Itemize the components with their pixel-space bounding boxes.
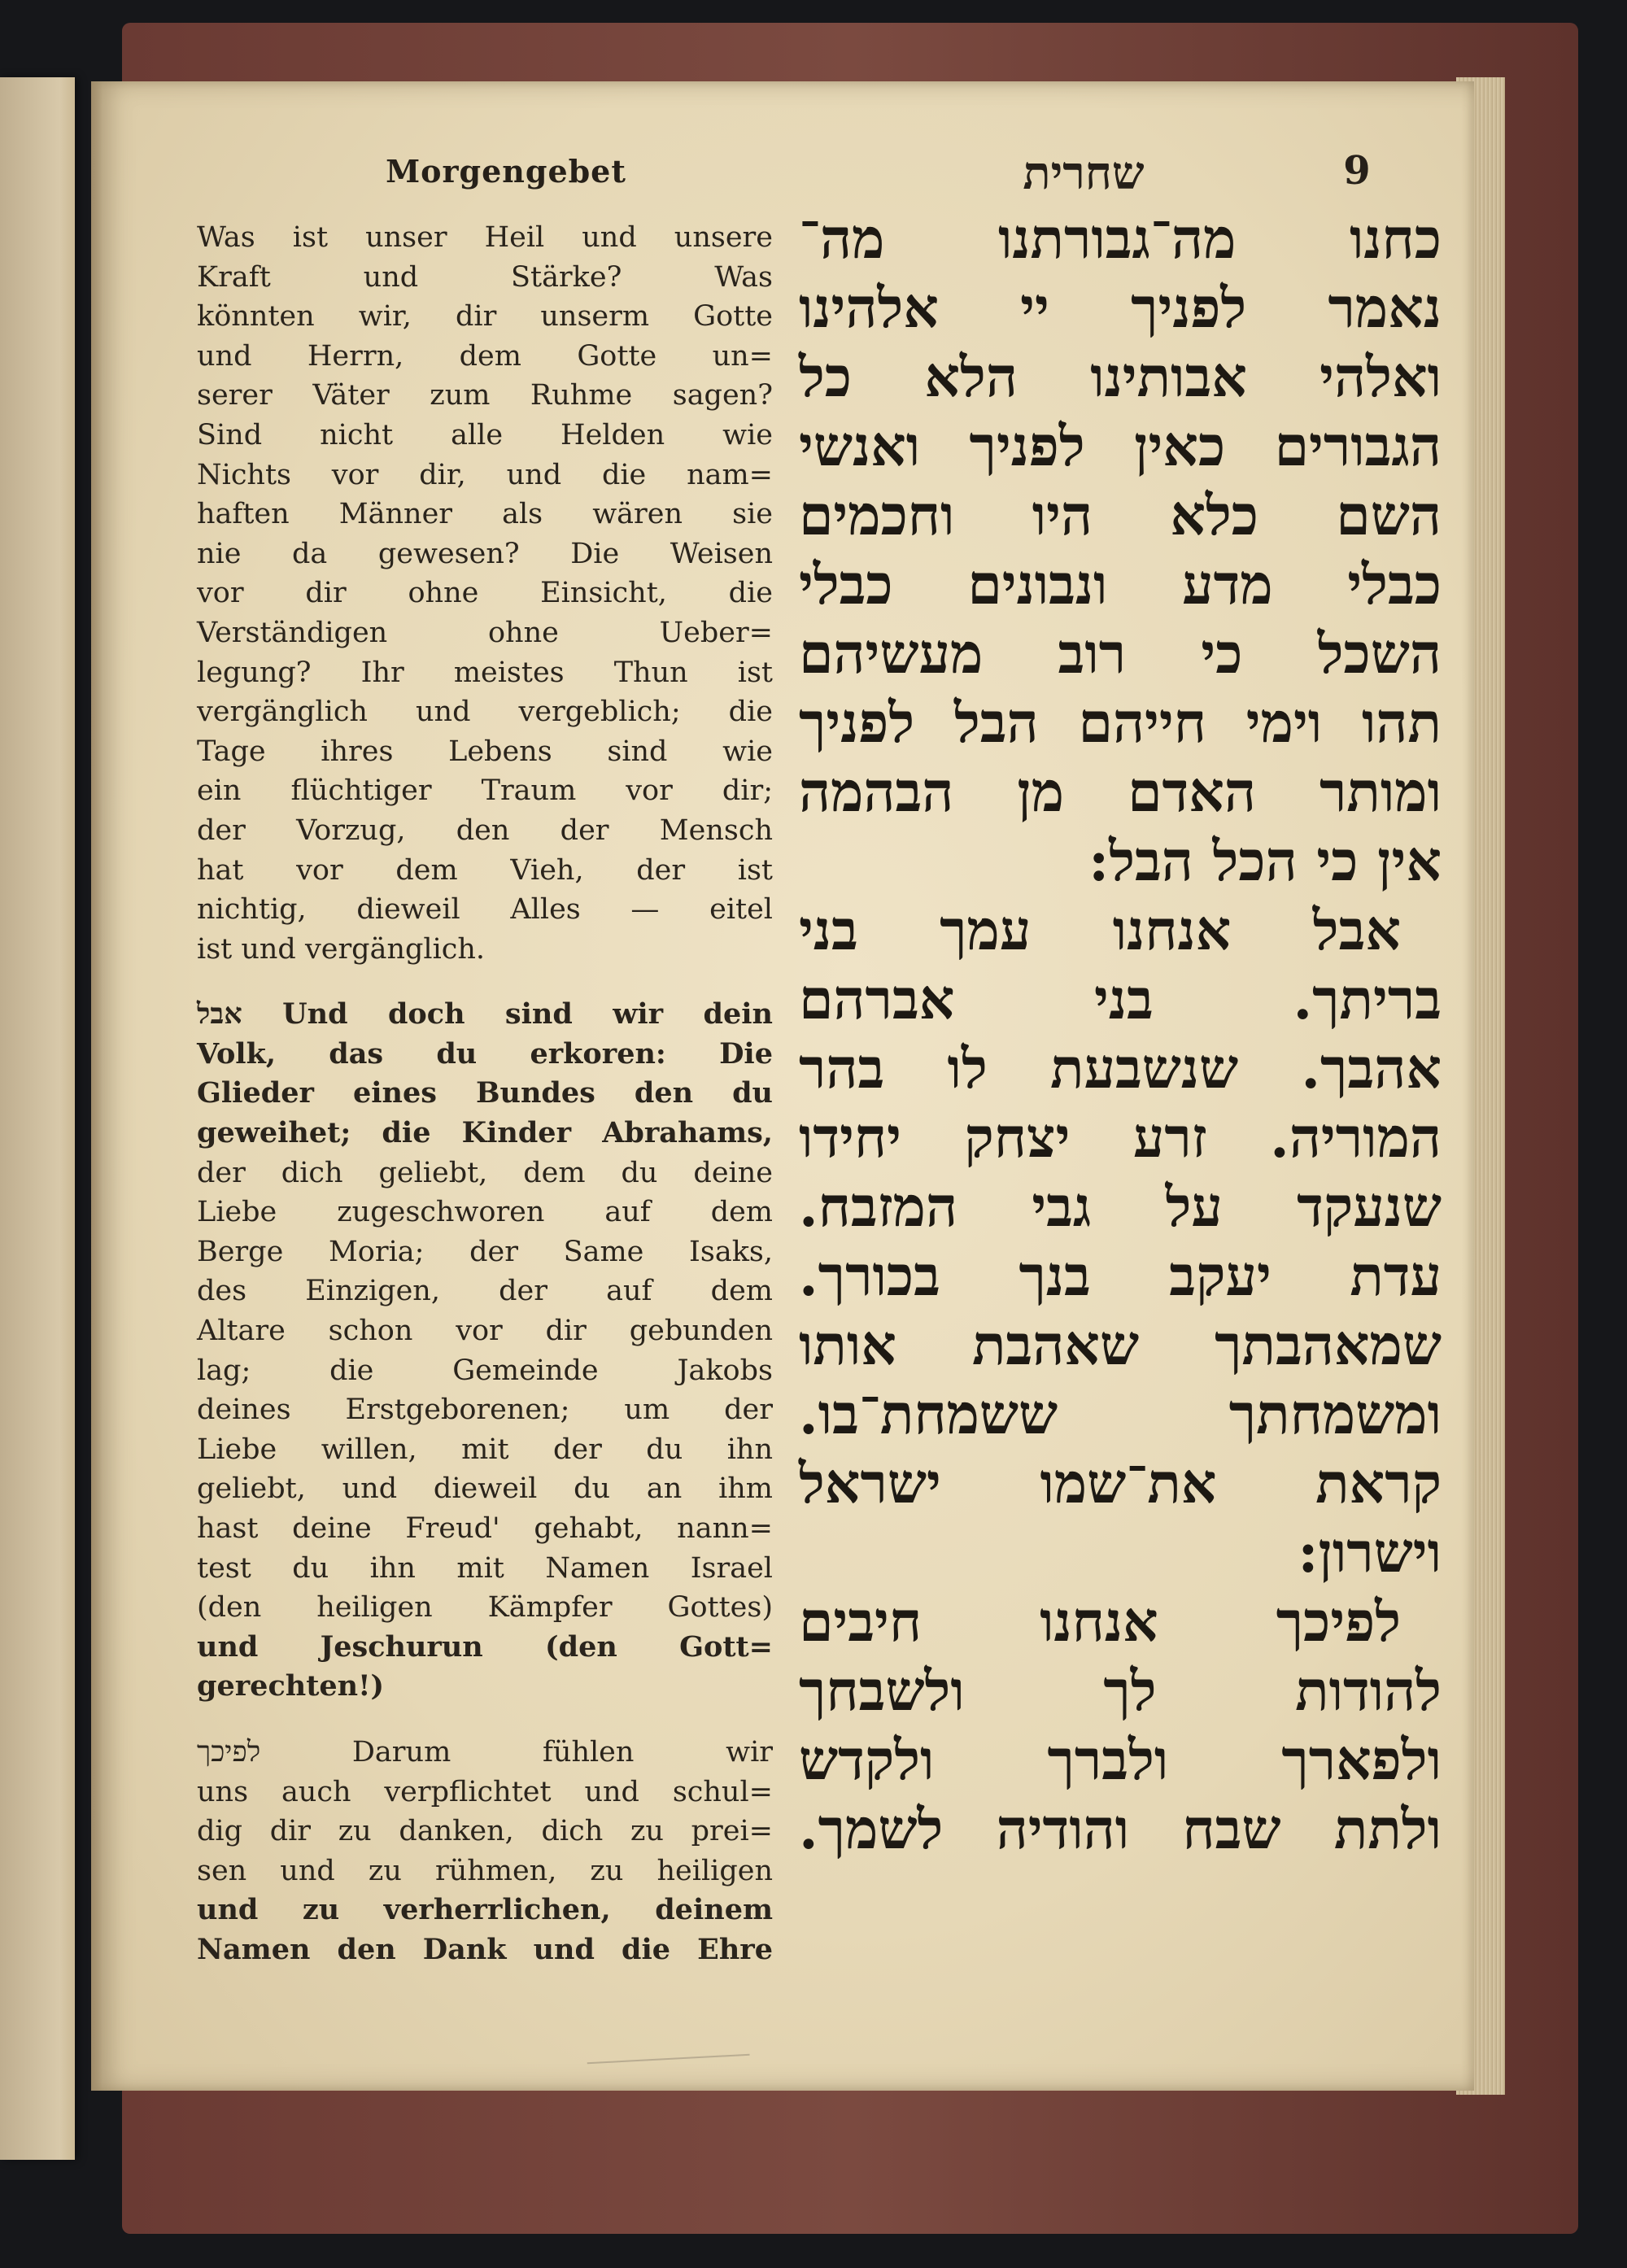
text-line: und Herrn, dem Gotte un= [197,339,773,373]
page-gutter [91,81,103,2091]
text-line: des Einzigen, der auf dem [197,1275,773,1308]
hebrew-prayer-column [799,205,1442,1865]
text-line: geliebt, und dieweil du an ihm [197,1472,773,1506]
text-line: Glieder eines Bundes den du [197,1076,773,1110]
text-line: vergänglich und vergeblich; die [197,696,773,729]
text-line: Was ist unser Heil und unsere [197,221,773,254]
text-line: serer Väter zum Ruhme sagen? [197,379,773,412]
text-line: Berge Moria; der Same Isaks, [197,1235,773,1268]
text-line: אבל אנחנו עמך בני [799,898,1401,963]
text-line: geweihet; die Kinder Abrahams, [197,1116,773,1150]
text-line: לפיכך Darum fühlen wir [197,1735,773,1769]
text-line: השם כלא היו וחכמים [799,483,1442,548]
text-line: Altare schon vor dir gebunden [197,1315,773,1348]
text-line: שנעקד על גבי המזבח. [799,1175,1442,1240]
text-line: vor dir ohne Einsicht, die [197,577,773,610]
text-line: dig dir zu danken, dich zu prei= [197,1815,773,1848]
text-line: haften Männer als wären sie [197,498,773,531]
text-line: Sind nicht alle Helden wie [197,418,773,451]
text-line: ומותר האדם מן הבהמה [799,760,1442,825]
text-line: Volk, das du erkoren: Die [197,1036,773,1071]
text-line: legung? Ihr meistes Thun ist [197,656,773,689]
text-line: Nichts vor dir, und die nam= [197,458,773,491]
text-line: כבלי מדע ונבונים כבלי [799,552,1442,617]
text-line: קראת את־שמו ישראל [799,1451,1442,1516]
book-page [91,81,1474,2091]
text-line: Tage ihres Lebens sind wie [197,735,773,768]
page-number: 9 [1343,148,1371,194]
text-line: הגבורים כאין לפניך ואנשי [799,414,1442,479]
text-line: und zu verherrlichen, deinem [197,1893,773,1927]
text-line: שמאהבתך שאהבת אותו [799,1313,1442,1378]
text-line: וישרון: [1298,1520,1442,1585]
text-line: אין כי הכל הבל: [1088,829,1442,894]
text-line: אבל Und doch sind wir dein [197,997,773,1032]
text-line: ein flüchtiger Traum vor dir; [197,774,773,808]
text-line: עדת יעקב בנך בכורך. [799,1244,1442,1309]
text-line: ist und vergänglich. [197,932,486,966]
text-line: Liebe zugeschworen auf dem [197,1196,773,1229]
running-header-hebrew: שחרית [1023,146,1145,200]
running-header-german: Morgengebet [386,153,626,190]
text-line: nichtig, dieweil Alles — eitel [197,893,773,927]
text-line: ולפארך ולברך ולקדש [799,1728,1442,1793]
text-line: lag; die Gemeinde Jakobs [197,1354,773,1387]
text-line: Verständigen ohne Ueber= [197,616,773,649]
text-line: Liebe willen, mit der du ihn [197,1433,773,1466]
text-line: uns auch verpflichtet und schul= [197,1775,773,1808]
text-line: ואלהי אבותינו הלא כל [799,345,1442,410]
text-line: sen und zu rühmen, zu heiligen [197,1854,773,1887]
text-line: ולתת שבח והודיה לשמך. [799,1797,1442,1862]
text-line: להודות לך ולשבחך [799,1659,1442,1724]
text-line: אהבך. שנשבעת לו בהר [799,1036,1442,1101]
text-line: ומשמחתך ששמחת־בו. [799,1382,1442,1447]
text-line: המוריה. זרע יצחק יחידו [799,1106,1442,1171]
text-line: gerechten!) [197,1669,385,1703]
german-translation-column [197,218,773,1970]
left-page-edge [0,77,75,2160]
text-line: hast deine Freud' gehabt, nann= [197,1512,773,1545]
text-line: test du ihn mit Namen Israel [197,1551,773,1585]
text-line: und Jeschurun (den Gott= [197,1629,773,1664]
text-line: könnten wir, dir unserm Gotte [197,300,773,334]
text-line: nie da gewesen? Die Weisen [197,537,773,570]
text-line: תהו וימי חייהם הבל לפניך [799,691,1442,756]
text-line: der dich geliebt, dem du deine [197,1156,773,1189]
text-line: כחנו מה־גבורתנו מה־ [799,207,1442,272]
text-line: נאמר לפניך יי אלהינו [799,276,1442,341]
text-line: השכל כי רוב מעשיהם [799,622,1442,687]
text-line: (den heiligen Kämpfer Gottes) [197,1591,773,1625]
text-line: Namen den Dank und die Ehre [197,1932,773,1966]
text-line: hat vor dem Vieh, der ist [197,853,773,887]
text-line: der Vorzug, den der Mensch [197,813,773,847]
text-line: deines Erstgeborenen; um der [197,1394,773,1427]
text-line: לפיכך אנחנו חיבים [799,1590,1401,1655]
pencil-mark [587,2054,751,2075]
text-line: בריתך. בני אברהם [799,967,1442,1032]
text-line: Kraft und Stärke? Was [197,260,773,294]
